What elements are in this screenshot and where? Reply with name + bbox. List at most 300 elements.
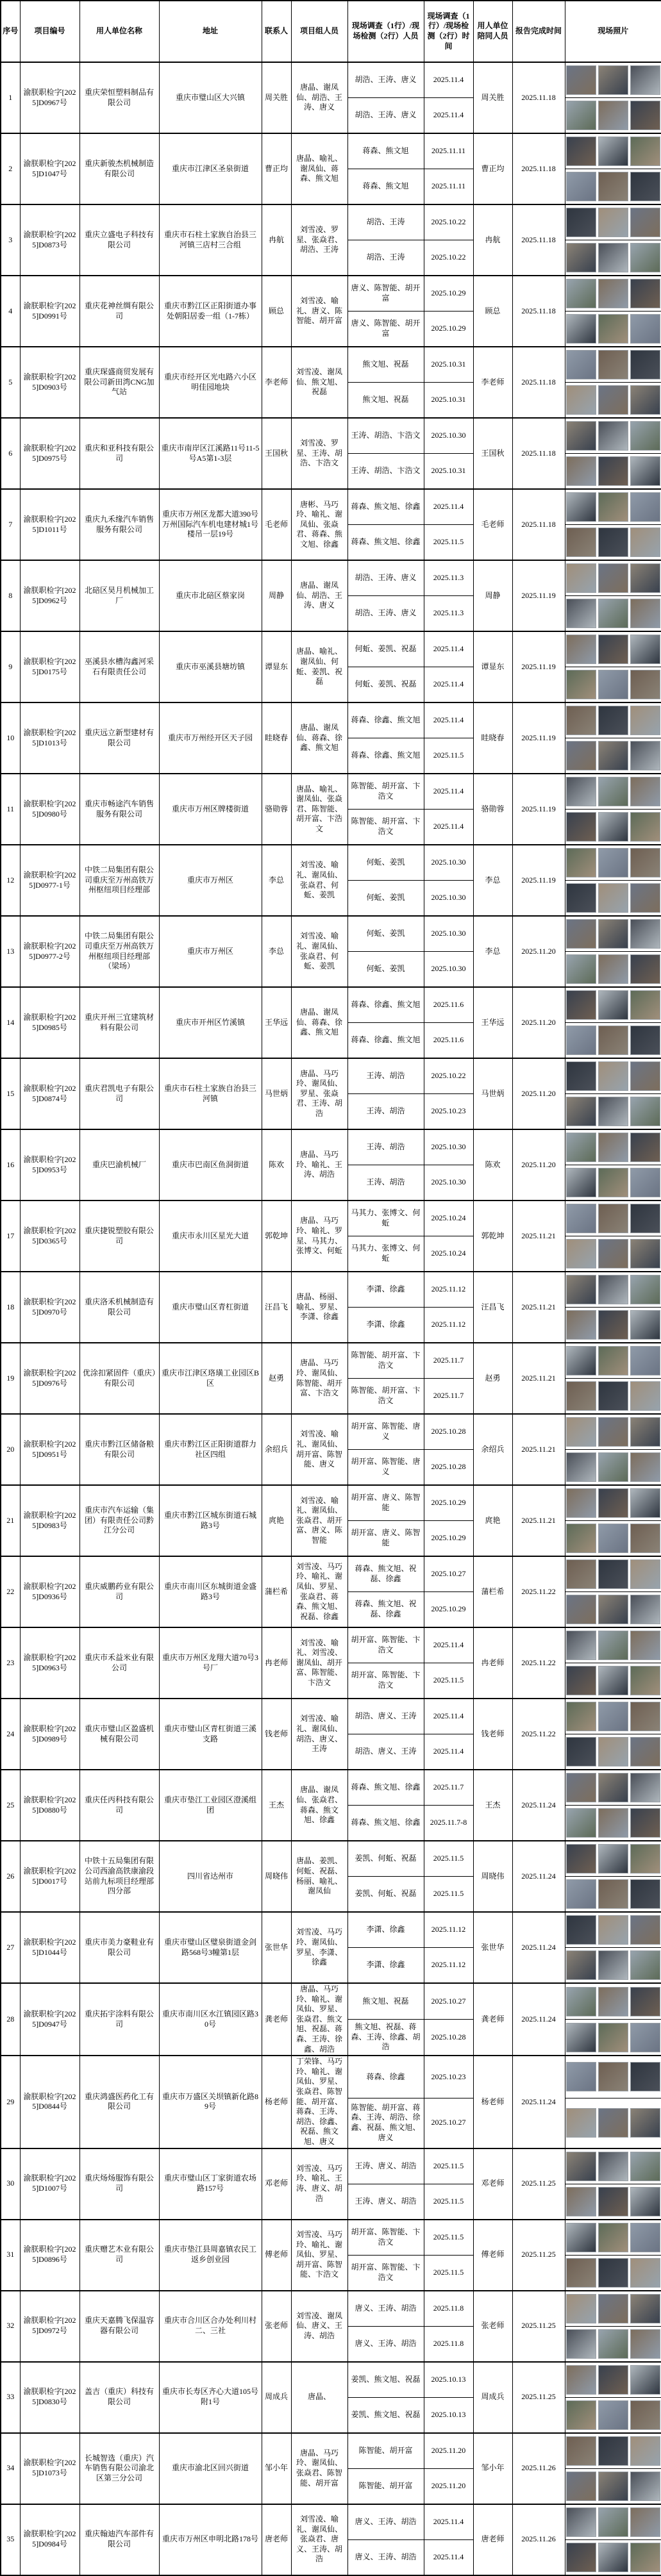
site-photo-thumbnail [598, 1346, 628, 1375]
survey-people-cell: 陈智能、胡开富、蒋森、王涛、胡浩、徐鑫、祝磊、熊文旭、唐义 [347, 2098, 424, 2148]
address-cell: 重庆市永川区星光大道 [159, 1201, 262, 1272]
photo-strip [566, 1702, 661, 1731]
photos-cell [565, 1912, 661, 1948]
table-row [1, 62, 661, 98]
site-photo-thumbnail [566, 421, 596, 451]
table-row [1, 845, 661, 881]
employer-cell: 重庆琛盛商贸发展有限公司新田湾CNG加气站 [79, 347, 159, 418]
survey-time-cell: 2025.11.6 [424, 987, 473, 1023]
serial-cell: 4 [1, 276, 20, 347]
survey-time-cell: 2025.11.4 [424, 1734, 473, 1770]
site-photo-thumbnail [630, 1844, 660, 1874]
address-cell: 重庆市璧山区青杠街道 [159, 1272, 262, 1343]
site-photo-thumbnail [566, 1524, 596, 1553]
site-photo-thumbnail [598, 1987, 628, 2016]
photo-strip [566, 670, 661, 699]
photo-strip [566, 1133, 661, 1162]
survey-time-cell: 2025.10.23 [424, 1094, 473, 1130]
site-photo-thumbnail [630, 1524, 660, 1553]
report-time-cell: 2025.11.24 [512, 1912, 565, 1983]
team-cell: 唐晶、喻礼、谢凤仙、张焱君、陈智能、胡开富、卞浩文 [291, 774, 347, 845]
site-photo-thumbnail [566, 172, 596, 201]
photos-cell [565, 276, 661, 312]
contact-cell: 张老师 [262, 2291, 291, 2362]
photos-cell [565, 1592, 661, 1628]
survey-people-cell: 胡浩、王涛 [347, 240, 424, 276]
site-photo-thumbnail [630, 2365, 660, 2395]
report-time-cell: 2025.11.18 [512, 489, 565, 560]
site-photo-thumbnail [630, 2023, 660, 2052]
photos-cell [565, 133, 661, 169]
table-row [1, 204, 661, 240]
team-cell: 唐晶、姜凯、何蚯、祝磊、杨丽、喻礼、谢凤仙 [291, 1841, 347, 1912]
site-photo-thumbnail [630, 2294, 660, 2323]
contact-cell: 王华远 [262, 987, 291, 1058]
site-photo-thumbnail [566, 1061, 596, 1091]
photos-cell [565, 1627, 661, 1663]
survey-time-cell: 2025.11.7 [424, 1770, 473, 1806]
survey-people-cell: 王涛、胡浩 [347, 1129, 424, 1165]
site-photo-thumbnail [566, 1773, 596, 1802]
contact-cell: 王杰 [262, 1770, 291, 1841]
team-cell: 刘雪凌、喻礼、谢凤仙、胡浩、唐义、王涛 [291, 1699, 347, 1770]
site-photo-thumbnail [598, 2223, 628, 2252]
photos-cell [565, 1343, 661, 1379]
survey-people-cell: 李潇、徐鑫 [347, 1912, 424, 1948]
survey-people-cell: 陈智能、胡开富 [347, 2468, 424, 2504]
report-time-cell: 2025.11.19 [512, 845, 565, 916]
team-cell: 唐晶、谢凤仙、蒋森、徐鑫、熊文旭 [291, 702, 347, 774]
accompany-cell: 李总 [473, 845, 512, 916]
survey-time-cell: 2025.10.27 [424, 1556, 473, 1592]
photos-cell [565, 1521, 661, 1557]
survey-people-cell: 胡开富、唐义、陈智能 [347, 1521, 424, 1557]
survey-time-cell: 2025.11.20 [424, 2468, 473, 2504]
employer-cell: 重庆荣恒塑料制品有限公司 [79, 62, 159, 133]
site-photo-thumbnail [566, 243, 596, 272]
survey-time-cell: 2025.11.12 [424, 1308, 473, 1343]
site-photo-thumbnail [598, 954, 628, 984]
photo-strip [566, 990, 661, 1020]
header-project-no: 项目编号 [20, 1, 79, 62]
photo-strip [566, 65, 661, 95]
site-photo-thumbnail [598, 1417, 628, 1447]
site-photo-thumbnail [630, 1381, 660, 1411]
site-photo-thumbnail [630, 599, 660, 628]
site-photo-thumbnail [598, 2062, 628, 2091]
address-cell: 重庆市长寿区齐心大道105号附1号 [159, 2362, 262, 2433]
employer-cell: 重庆市畅途汽车销售服务有限公司 [79, 774, 159, 845]
site-photo-thumbnail [598, 777, 628, 806]
project-no-cell: 渝朕职检字[2025]D0947号 [20, 1983, 79, 2056]
photos-cell [565, 240, 661, 276]
survey-time-cell: 2025.10.30 [424, 1129, 473, 1165]
team-cell: 刘雪凌、罗星、张焱君、胡浩、王涛 [291, 204, 347, 276]
serial-cell: 3 [1, 204, 20, 276]
survey-people-cell: 蒋森、熊文旭、徐鑫 [347, 489, 424, 525]
survey-time-cell: 2025.10.29 [424, 1592, 473, 1628]
site-photo-thumbnail [630, 1097, 660, 1126]
report-time-cell: 2025.11.24 [512, 2056, 565, 2148]
site-photo-thumbnail [566, 1666, 596, 1695]
team-cell: 刘雪凌、喻礼、谢凤仙、张焱君、胡开富、唐义、陈智能 [291, 1485, 347, 1556]
survey-time-cell: 2025.10.30 [424, 881, 473, 917]
site-photo-thumbnail [566, 2294, 596, 2323]
accompany-cell: 陈欢 [473, 1129, 512, 1201]
site-photo-thumbnail [630, 2187, 660, 2216]
site-photo-thumbnail [630, 706, 660, 735]
photo-strip [566, 1346, 661, 1375]
team-cell: 唐晶、谢凤仙、张焱君、蒋森、熊文旭、徐鑫 [291, 1770, 347, 1841]
survey-time-cell: 2025.10.30 [424, 952, 473, 988]
photos-cell [565, 1165, 661, 1201]
photo-strip [566, 1168, 661, 1197]
site-photo-thumbnail [598, 1559, 628, 1589]
survey-time-cell: 2025.10.22 [424, 240, 473, 276]
site-photo-thumbnail [630, 741, 660, 770]
photos-cell [565, 2220, 661, 2256]
project-no-cell: 渝朕职检字[2025]D0963号 [20, 1627, 79, 1699]
address-cell: 重庆市北碚区蔡家岗 [159, 560, 262, 631]
photos-cell [565, 596, 661, 632]
site-photo-thumbnail [598, 2365, 628, 2395]
employer-cell: 盖吉（重庆）科技有限公司 [79, 2362, 159, 2433]
serial-cell: 10 [1, 702, 20, 774]
photo-strip [566, 2294, 661, 2323]
survey-time-cell: 2025.11.4 [424, 702, 473, 738]
survey-people-cell: 何蚯、姜凯 [347, 881, 424, 917]
photos-cell [565, 2291, 661, 2327]
employer-cell: 重庆市璧山区盈盛机械有限公司 [79, 1699, 159, 1770]
table-row [1, 1485, 661, 1521]
employer-cell: 重庆花神丝绸有限公司 [79, 276, 159, 347]
contact-cell: 毛老师 [262, 489, 291, 560]
site-photo-thumbnail [598, 2108, 628, 2138]
site-photo-thumbnail [598, 1808, 628, 1838]
site-photo-thumbnail [630, 2507, 660, 2537]
employer-cell: 重庆市禾益米业有限公司 [79, 1627, 159, 1699]
site-photo-thumbnail [630, 848, 660, 877]
site-photo-thumbnail [630, 563, 660, 593]
site-photo-thumbnail [598, 2329, 628, 2359]
site-photo-thumbnail [566, 670, 596, 699]
photos-cell [565, 774, 661, 810]
photos-cell [565, 2098, 661, 2148]
serial-cell: 19 [1, 1343, 20, 1414]
site-photo-thumbnail [566, 2472, 596, 2501]
contact-cell: 骆勋蓉 [262, 774, 291, 845]
site-photo-thumbnail [566, 2062, 596, 2091]
header-accompany: 用人单位陪同人员 [473, 1, 512, 62]
employer-cell: 重庆市黔江区储备粮有限公司 [79, 1414, 159, 1485]
table-row [1, 560, 661, 596]
survey-people-cell: 胡开富、陈智能、卞浩文 [347, 1663, 424, 1699]
employer-cell: 重庆君凯电子有限公司 [79, 1058, 159, 1129]
photo-strip [566, 2543, 661, 2572]
site-photo-thumbnail [566, 2023, 596, 2052]
accompany-cell: 冉航 [473, 204, 512, 276]
project-no-cell: 渝朕职检字[2025]D0903号 [20, 347, 79, 418]
employer-cell: 重庆开州三宜建筑材料有限公司 [79, 987, 159, 1058]
accompany-cell: 傅老师 [473, 2220, 512, 2291]
address-cell: 重庆市南川区水江镇园区路30号 [159, 1983, 262, 2056]
survey-time-cell: 2025.10.30 [424, 845, 473, 881]
serial-cell: 32 [1, 2291, 20, 2362]
site-photo-thumbnail [566, 1595, 596, 1624]
address-cell: 四川省达州市 [159, 1841, 262, 1912]
survey-people-cell: 王涛、胡浩 [347, 1058, 424, 1094]
serial-cell: 26 [1, 1841, 20, 1912]
serial-cell: 29 [1, 2056, 20, 2148]
accompany-cell: 王国秋 [473, 418, 512, 489]
site-photo-thumbnail [598, 492, 628, 522]
survey-time-cell: 2025.10.29 [424, 1485, 473, 1521]
survey-time-cell: 2025.10.24 [424, 1201, 473, 1236]
photos-cell [565, 2397, 661, 2433]
survey-time-cell: 2025.11.3 [424, 560, 473, 596]
photos-cell [565, 1663, 661, 1699]
survey-time-cell: 2025.10.31 [424, 347, 473, 383]
site-photo-thumbnail [566, 101, 596, 130]
site-photo-thumbnail [598, 2543, 628, 2572]
photos-cell [565, 1948, 661, 1984]
photos-cell [565, 347, 661, 383]
site-photo-thumbnail [630, 2436, 660, 2466]
contact-cell: 汪昌飞 [262, 1272, 291, 1343]
report-time-cell: 2025.11.18 [512, 204, 565, 276]
photo-strip [566, 1239, 661, 1268]
contact-cell: 周晓伟 [262, 1841, 291, 1912]
team-cell: 唐晶、 [291, 2362, 347, 2433]
site-photo-thumbnail [630, 492, 660, 522]
photos-cell [565, 1379, 661, 1415]
survey-time-cell: 2025.11.5 [424, 1841, 473, 1877]
accompany-cell: 李老师 [473, 347, 512, 418]
address-cell: 重庆市南岸区江溪路11号11-5号A5第1-3层 [159, 418, 262, 489]
survey-people-cell: 唐义、王涛、胡浩 [347, 2291, 424, 2327]
site-photo-thumbnail [630, 2108, 660, 2138]
survey-people-cell: 陈智能、胡开富、卞浩文 [347, 774, 424, 810]
accompany-cell: 王杰 [473, 1770, 512, 1841]
project-no-cell: 渝朕职检字[2025]D0874号 [20, 1058, 79, 1129]
site-photo-thumbnail [598, 2472, 628, 2501]
header-survey-people: 现场调查（1行）/现场检测（2行）人员 [347, 1, 424, 62]
survey-time-cell: 2025.11.8 [424, 2291, 473, 2327]
site-photo-thumbnail [566, 635, 596, 664]
site-photo-thumbnail [566, 1879, 596, 1909]
team-cell: 唐晶、马巧玲、谢凤仙、罗星、张焱君、王涛、胡浩 [291, 1058, 347, 1129]
photo-strip [566, 1488, 661, 1518]
header-employer: 用人单位名称 [79, 1, 159, 62]
photo-strip [566, 2023, 661, 2052]
photos-cell [565, 1236, 661, 1272]
address-cell: 重庆市万州区申明北路178号 [159, 2504, 262, 2575]
photos-cell [565, 702, 661, 738]
photos-cell [565, 1023, 661, 1059]
site-photo-thumbnail [630, 350, 660, 379]
photos-cell [565, 489, 661, 525]
project-no-cell: 渝朕职检字[2025]D0977-2号 [20, 916, 79, 987]
survey-time-cell: 2025.11.12 [424, 1272, 473, 1308]
site-photo-thumbnail [630, 1559, 660, 1589]
project-no-cell: 渝朕职检字[2025]D1007号 [20, 2148, 79, 2220]
serial-cell: 21 [1, 1485, 20, 1556]
survey-time-cell: 2025.11.4 [424, 810, 473, 845]
employer-cell: 中铁十五局集团有限公司西渝高铁康渝段站前九标项目经理部四分部 [79, 1841, 159, 1912]
photos-cell [565, 1770, 661, 1806]
serial-cell: 9 [1, 631, 20, 702]
accompany-cell: 余绍兵 [473, 1414, 512, 1485]
site-photo-thumbnail [598, 635, 628, 664]
site-photo-thumbnail [566, 2108, 596, 2138]
photo-strip [566, 1381, 661, 1411]
serial-cell: 27 [1, 1912, 20, 1983]
site-photo-thumbnail [630, 2062, 660, 2091]
address-cell: 重庆市垫江县周嘉镇农民工返乡创业园 [159, 2220, 262, 2291]
project-no-cell: 渝朕职检字[2025]D0985号 [20, 987, 79, 1058]
accompany-cell: 郭乾坤 [473, 1201, 512, 1272]
contact-cell: 赵勇 [262, 1343, 291, 1414]
survey-people-cell: 胡浩、唐义、王涛 [347, 1734, 424, 1770]
site-photo-thumbnail [630, 990, 660, 1020]
site-photo-thumbnail [598, 279, 628, 308]
table-row [1, 1058, 661, 1094]
report-time-cell: 2025.11.19 [512, 560, 565, 631]
survey-people-cell: 姜凯、何蚯、祝磊 [347, 1841, 424, 1877]
serial-cell: 1 [1, 62, 20, 133]
site-photo-thumbnail [566, 954, 596, 984]
table-row [1, 2362, 661, 2398]
serial-cell: 35 [1, 2504, 20, 2575]
address-cell: 重庆市石柱土家族自治县三河镇 [159, 1058, 262, 1129]
employer-cell: 重庆炀炀服饰有限公司 [79, 2148, 159, 2220]
photo-strip [566, 421, 661, 451]
photos-cell [565, 454, 661, 490]
contact-cell: 王国秋 [262, 418, 291, 489]
photos-cell [565, 2326, 661, 2362]
site-photo-thumbnail [630, 279, 660, 308]
site-photo-thumbnail [598, 599, 628, 628]
table-row [1, 1770, 661, 1806]
site-photo-thumbnail [630, 777, 660, 806]
site-photo-thumbnail [566, 2543, 596, 2572]
photo-strip [566, 883, 661, 913]
survey-people-cell: 唐义、陈智能、胡开富 [347, 312, 424, 347]
photos-cell [565, 2020, 661, 2056]
site-photo-thumbnail [598, 1950, 628, 1980]
site-photo-thumbnail [566, 883, 596, 913]
address-cell: 重庆市开州区竹溪镇 [159, 987, 262, 1058]
report-time-cell: 2025.11.18 [512, 418, 565, 489]
site-photo-thumbnail [630, 243, 660, 272]
address-cell: 重庆市万盛区关坝镇新化路89号 [159, 2056, 262, 2148]
survey-people-cell: 王涛、唐义、胡浩 [347, 2184, 424, 2220]
photo-strip [566, 1559, 661, 1589]
site-photo-thumbnail [598, 314, 628, 344]
table-row [1, 489, 661, 525]
photo-strip [566, 2108, 661, 2138]
site-photo-thumbnail [630, 1631, 660, 1660]
site-photo-thumbnail [598, 2400, 628, 2430]
survey-time-cell: 2025.10.29 [424, 312, 473, 347]
report-time-cell: 2025.11.20 [512, 987, 565, 1058]
survey-time-cell: 2025.11.5 [424, 2184, 473, 2220]
address-cell: 重庆市巫溪县塘坊镇 [159, 631, 262, 702]
serial-cell: 34 [1, 2433, 20, 2504]
project-no-cell: 渝朕职检字[2025]D0896号 [20, 2220, 79, 2291]
site-photo-thumbnail [598, 172, 628, 201]
address-cell: 重庆市合川区合办处利川村二、三社 [159, 2291, 262, 2362]
photo-strip [566, 1987, 661, 2016]
survey-people-cell: 蒋森、熊文旭、徐鑫 [347, 1806, 424, 1841]
site-photo-thumbnail [566, 1346, 596, 1375]
address-cell: 重庆市万州经开区天子园 [159, 702, 262, 774]
serial-cell: 17 [1, 1201, 20, 1272]
site-photo-thumbnail [566, 741, 596, 770]
survey-people-cell: 蒋森、熊文旭、徐鑫 [347, 525, 424, 561]
contact-cell: 周成兵 [262, 2362, 291, 2433]
survey-people-cell: 蒋森、徐鑫、熊文旭 [347, 738, 424, 774]
serial-cell: 22 [1, 1556, 20, 1627]
site-photo-thumbnail [630, 635, 660, 664]
photos-cell [565, 169, 661, 205]
photos-cell [565, 1734, 661, 1770]
survey-people-cell: 王涛、胡浩 [347, 1094, 424, 1130]
photo-strip [566, 706, 661, 735]
report-time-cell: 2025.11.26 [512, 2433, 565, 2504]
site-photo-thumbnail [598, 65, 628, 95]
survey-people-cell: 王涛、胡浩 [347, 1165, 424, 1201]
photo-strip [566, 2436, 661, 2466]
photo-strip [566, 528, 661, 557]
project-no-cell: 渝朕职检字[2025]D0967号 [20, 62, 79, 133]
site-photo-thumbnail [598, 1595, 628, 1624]
survey-people-cell: 唐义、王涛、胡浩 [347, 2504, 424, 2540]
site-photo-thumbnail [630, 137, 660, 166]
site-photo-thumbnail [598, 1488, 628, 1518]
photo-strip [566, 741, 661, 770]
team-cell: 唐晶、喻礼、谢凤仙、何蚯、姜凯、祝磊 [291, 631, 347, 702]
site-photo-thumbnail [630, 919, 660, 949]
site-photo-thumbnail [598, 1133, 628, 1162]
site-photo-thumbnail [566, 492, 596, 522]
report-time-cell: 2025.11.18 [512, 133, 565, 204]
report-time-cell: 2025.11.22 [512, 1699, 565, 1770]
photo-strip [566, 1808, 661, 1838]
team-cell: 刘雪凌、喻礼、谢凤仙、张焱君、唐义、王涛、胡浩 [291, 2504, 347, 2575]
contact-cell: 傅老师 [262, 2220, 291, 2291]
survey-time-cell: 2025.10.30 [424, 916, 473, 952]
contact-cell: 谭显东 [262, 631, 291, 702]
survey-time-cell: 2025.11.4 [424, 2539, 473, 2575]
survey-people-cell: 姜凯、熊文旭、祝磊 [347, 2397, 424, 2433]
report-time-cell: 2025.11.25 [512, 2362, 565, 2433]
header-serial: 序号 [1, 1, 20, 62]
team-cell: 丁荣锋、马巧玲、喻礼、谢凤仙、罗星、张焱君、陈智能、胡开富、蒋森、王涛、胡浩、徐鑫、祝磊、熊文旭、唐义 [291, 2056, 347, 2148]
survey-time-cell: 2025.10.13 [424, 2397, 473, 2433]
employer-cell: 中铁二局集团有限公司重庆至万州高铁万州枢纽项目经理部 [79, 845, 159, 916]
project-no-cell: 渝朕职检字[2025]D0991号 [20, 276, 79, 347]
site-photo-thumbnail [598, 528, 628, 557]
site-photo-thumbnail [598, 1844, 628, 1874]
address-cell: 重庆市南川区东城街道金盛路3号 [159, 1556, 262, 1627]
serial-cell: 6 [1, 418, 20, 489]
address-cell: 重庆市江津区圣泉街道 [159, 133, 262, 204]
photos-cell [565, 2056, 661, 2098]
survey-time-cell: 2025.11.20 [424, 2433, 473, 2469]
site-photo-thumbnail [630, 208, 660, 237]
employer-cell: 重庆捷锐塑胶有限公司 [79, 1201, 159, 1272]
